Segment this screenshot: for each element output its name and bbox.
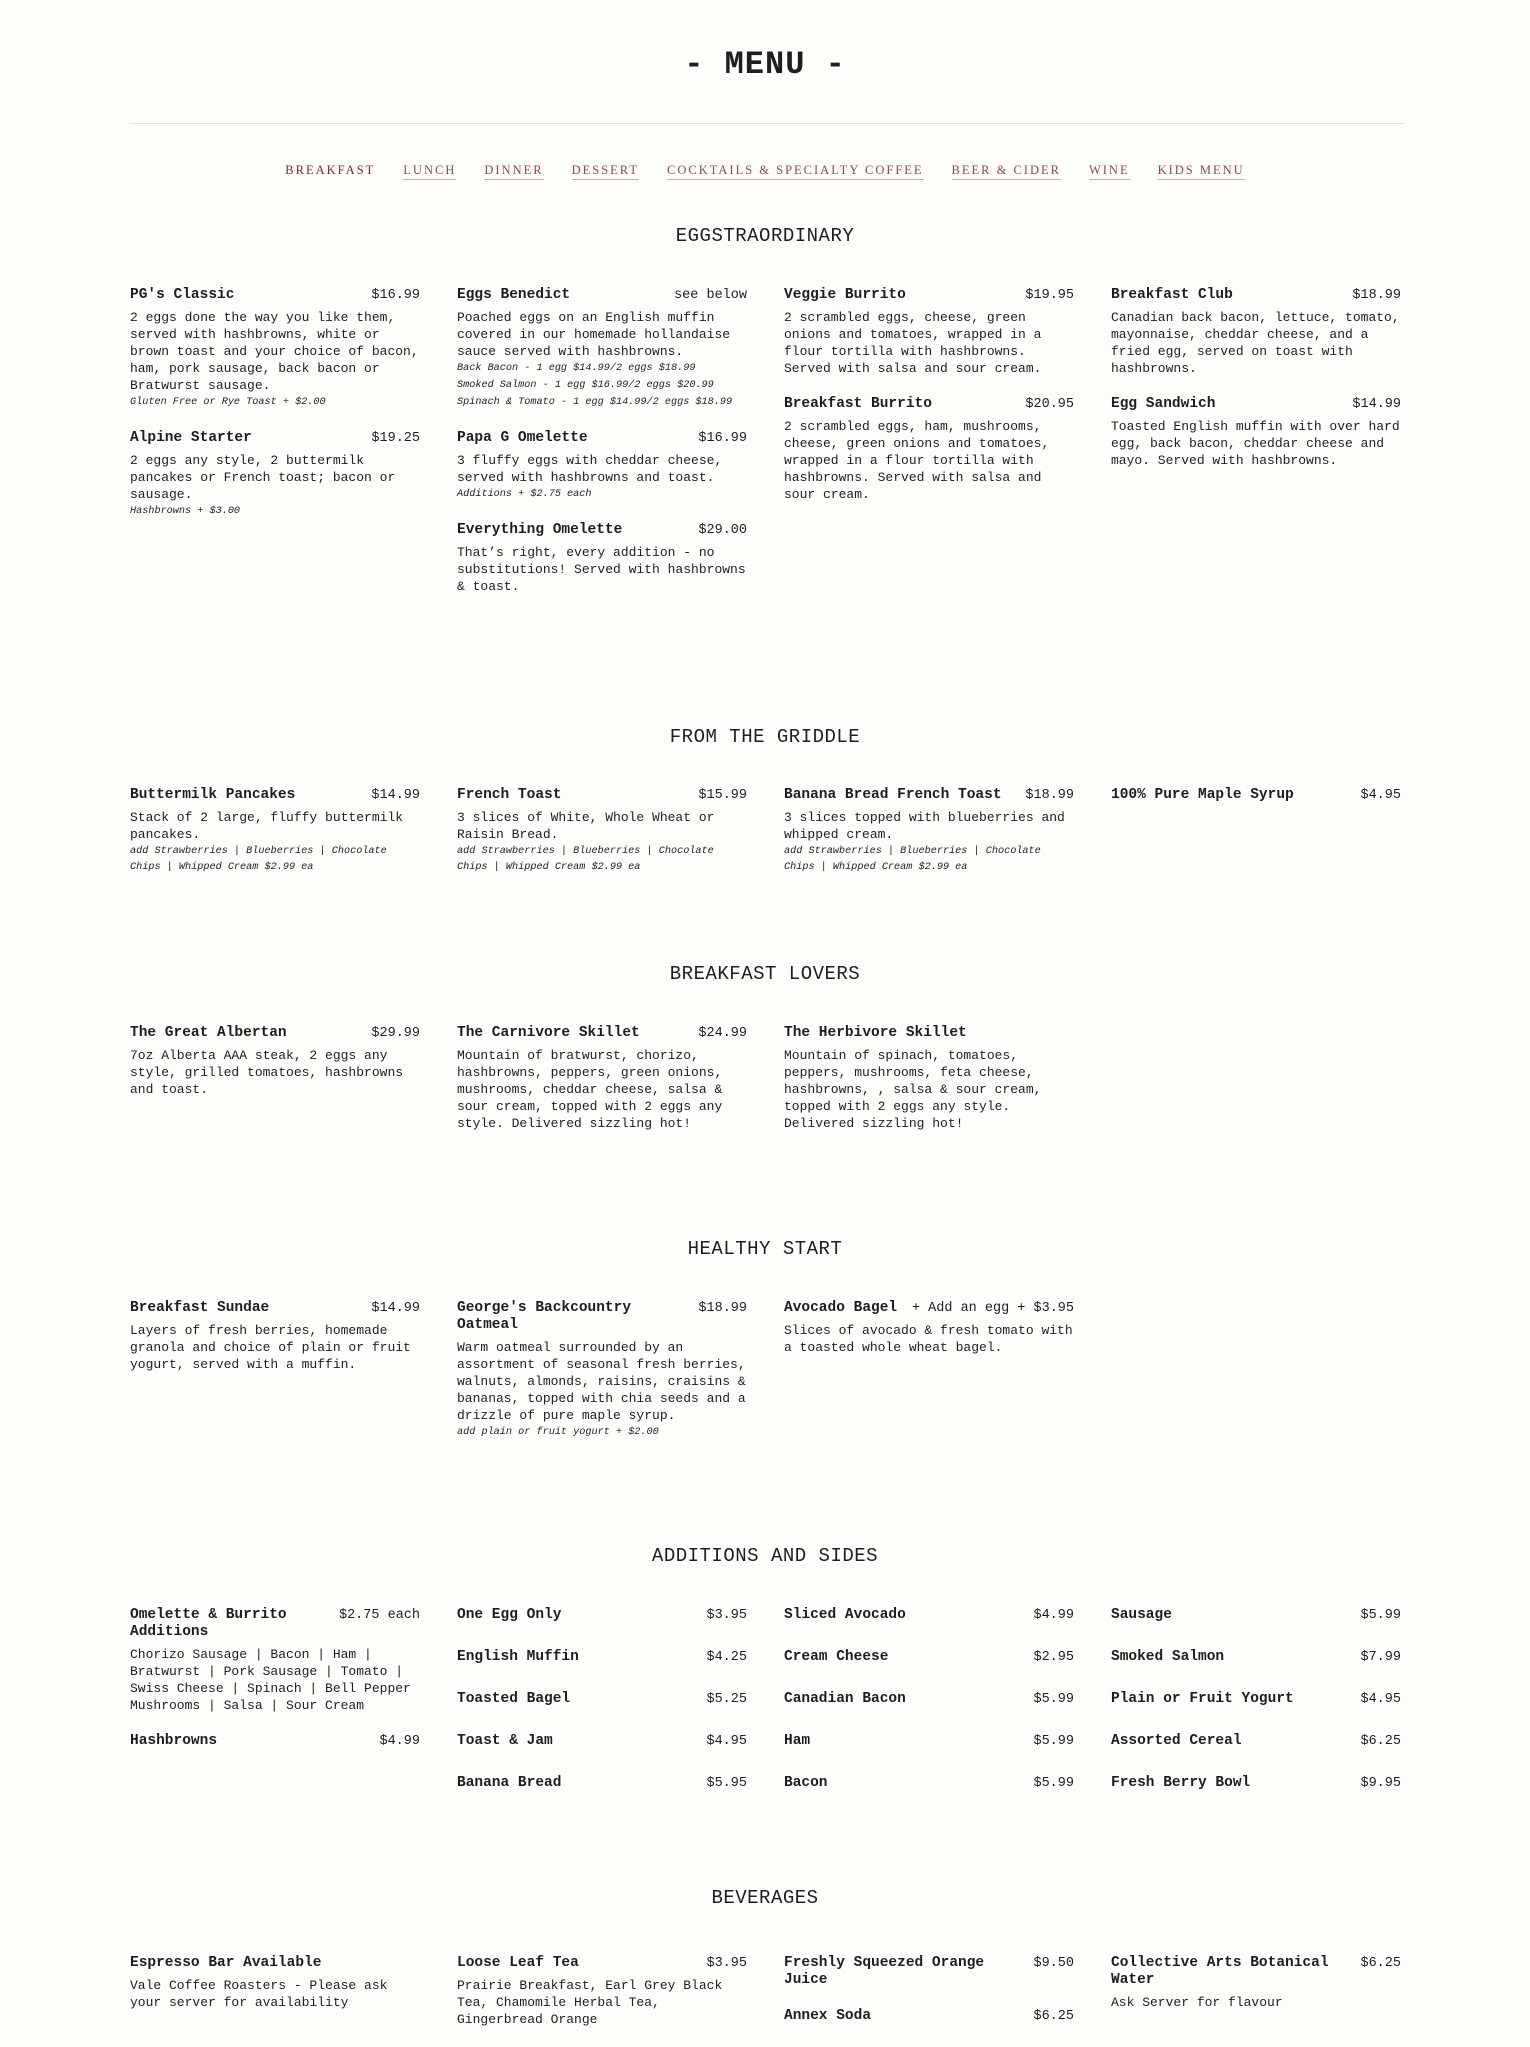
menu-item-price: see below [674,288,747,303]
menu-item [457,1691,747,1708]
menu-item-description: 2 eggs any style, 2 buttermilk pancakes or French toast; bacon or sausage. [130,453,396,502]
menu-item-name: The Herbivore Skillet [784,1025,967,1041]
menu-item-note: add Strawberries | Blueberries | Chocolate Chips | Whipped Cream $2.99 ea [130,846,387,873]
menu-item [457,787,747,876]
menu-item-name: Omelette & Burrito Additions [130,1607,287,1640]
menu-item-price: $2.95 [1033,1650,1074,1665]
menu-item-header [130,430,420,447]
nav-tab-lunch[interactable]: LUNCH [403,163,456,180]
menu-item-name: Hashbrowns [130,1733,218,1749]
section-title-from-the-griddle: FROM THE GRIDDLE [669,726,861,748]
menu-item-header [457,430,747,447]
menu-item-description: Layers of fresh berries, homemade granola and choice of plain or fruit yogurt, served with a muffin. [130,1323,411,1372]
menu-item-header [1111,1649,1401,1666]
menu-item-name: Loose Leaf Tea [457,1955,579,1971]
menu-item-description: 3 slices of White, Whole Wheat or Raisin Bread. [457,810,715,842]
menu-column [784,787,1074,895]
menu-item [130,1025,420,1098]
menu-item-description: 2 scrambled eggs, cheese, green onions and tomatoes, wrapped in a flour tortilla with hashbrowns. Served with salsa and sour cream. [784,310,1042,376]
menu-item-header [784,1025,1074,1042]
menu-item-description: Ask Server for flavour [1111,1995,1283,2010]
menu-column [130,1300,420,1392]
menu-item [130,287,420,411]
menu-item [784,1691,1074,1708]
menu-item-header [130,1733,420,1750]
menu-item-description: Chorizo Sausage | Bacon | Ham | Bratwurst | Pork Sausage | Tomato | Swiss Cheese | Spinach | Bell Pepper Mushrooms | Salsa | Sour Cream [130,1647,411,1713]
menu-item-name: One Egg Only [457,1607,562,1623]
menu-item-description: Mountain of spinach, tomatoes, peppers, mushrooms, feta cheese, hashbrowns, , salsa & sour cream, topped with 2 eggs any style. Delivered sizzling hot! [784,1048,1042,1131]
menu-column [130,787,420,895]
menu-item [784,1607,1074,1624]
menu-item-price: $4.25 [706,1650,747,1665]
menu-item-note: Hashbrowns + $3.00 [130,506,241,517]
menu-item-name: Assorted Cereal [1111,1733,1242,1749]
nav-tab-dinner[interactable]: DINNER [484,163,543,180]
menu-item-description: 3 slices topped with blueberries and whipped cream. [784,810,1065,842]
menu-item [784,1649,1074,1666]
menu-column [784,287,1074,522]
menu-item-description: That’s right, every addition - no substitutions! Served with hashbrowns & toast. [457,545,746,594]
menu-item [784,1025,1074,1132]
menu-item-name: Eggs Benedict [457,287,571,303]
nav-tab-kids-menu[interactable]: KIDS MENU [1158,163,1245,180]
menu-item-name: Banana Bread [457,1775,562,1791]
menu-item-name: English Muffin [457,1649,579,1665]
menu-item [457,522,747,595]
menu-item-price: $6.25 [1360,1956,1401,1971]
menu-item-note: Gluten Free or Rye Toast + $2.00 [130,397,326,408]
menu-item [130,787,420,876]
menu-item-header [457,787,747,804]
menu-item-note: add plain or fruit yogurt + $2.00 [457,1427,659,1438]
menu-item-price: $16.99 [698,431,747,446]
menu-item-price: $5.99 [1360,1608,1401,1623]
menu-item-price: $4.99 [1033,1608,1074,1623]
menu-item-price: $5.99 [1033,1692,1074,1707]
section-title-healthy-start: HEALTHY START [687,1238,843,1260]
menu-item-header [784,1607,1074,1624]
menu-item-header [784,1300,1074,1317]
menu-item-header [784,1775,1074,1792]
menu-column [457,787,747,895]
menu-item-name: Cream Cheese [784,1649,889,1665]
menu-item [130,1300,420,1373]
menu-item-name: Plain or Fruit Yogurt [1111,1691,1294,1707]
menu-item-note: add Strawberries | Blueberries | Chocolate Chips | Whipped Cream $2.99 ea [784,846,1041,873]
menu-column [130,1955,420,2030]
nav-tab-beer-cider[interactable]: BEER & CIDER [952,163,1061,180]
menu-item-price: $3.95 [706,1956,747,1971]
menu-item-header [1111,1607,1401,1624]
menu-item-price: $24.99 [698,1026,747,1041]
section-title-breakfast-lovers: BREAKFAST LOVERS [669,963,861,985]
menu-column [1111,287,1401,488]
menu-item-description: 2 eggs done the way you like them, served with hashbrowns, white or brown toast and your choice of bacon, ham, pork sausage, back bacon or Bratwurst sausage. [130,310,419,393]
nav-tab-breakfast[interactable]: BREAKFAST [285,163,376,177]
menu-item-price: $5.99 [1033,1776,1074,1791]
menu-item-price: $4.95 [706,1734,747,1749]
menu-item-name: Breakfast Club [1111,287,1233,303]
menu-item-description: 7oz Alberta AAA steak, 2 eggs any style, grilled tomatoes, hashbrowns and toast. [130,1048,404,1097]
menu-item-price: $19.95 [1025,288,1074,303]
menu-item-name: Freshly Squeezed Orange Juice [784,1955,985,1988]
menu-item-price: $14.99 [1352,397,1401,412]
menu-item [1111,1775,1401,1792]
menu-item [457,1025,747,1132]
menu-item-name: George's Backcountry Oatmeal [457,1300,632,1333]
menu-item-description: Warm oatmeal surrounded by an assortment of seasonal fresh berries, walnuts, almonds, raisins, craisins & bananas, topped with chia seeds and a drizzle of pure maple syrup. [457,1340,746,1423]
menu-item-description: Canadian back bacon, lettuce, tomato, mayonnaise, cheddar cheese, and a fried egg, served on toast with hashbrowns. [1111,310,1400,376]
menu-item-name: Breakfast Burrito [784,396,932,412]
menu-column [784,1607,1074,1817]
menu-item-header [130,787,420,804]
menu-item-header [1111,1955,1401,1989]
menu-item [784,1775,1074,1792]
menu-item-price: $5.95 [706,1776,747,1791]
menu-item-name: Egg Sandwich [1111,396,1216,412]
menu-item [1111,787,1401,804]
menu-item-header [1111,787,1401,804]
menu-item-name: Annex Soda [784,2008,872,2024]
menu-item-name: Avocado Bagel [784,1300,898,1316]
menu-category-nav [0,163,1530,180]
menu-item-description: Poached eggs on an English muffin covered in our homemade hollandaise sauce served with hashbrowns. [457,310,731,359]
menu-item-price: $5.99 [1033,1734,1074,1749]
menu-item-header [1111,1775,1401,1792]
menu-item [784,287,1074,377]
menu-item [457,430,747,503]
menu-item-header [1111,287,1401,304]
menu-column [130,1607,420,1769]
menu-item-note: Additions + $2.75 each [457,489,592,500]
menu-item-name: Breakfast Sundae [130,1300,270,1316]
menu-item-header [784,1649,1074,1666]
menu-item-description: 2 scrambled eggs, ham, mushrooms, cheese, green onions and tomatoes, wrapped in a flour tortilla with hashbrowns. Served with salsa and sour cream. [784,419,1050,502]
menu-item-header [784,2008,1074,2025]
menu-item [130,1607,420,1714]
menu-item-name: Sausage [1111,1607,1172,1623]
menu-item-header [1111,1691,1401,1708]
menu-item-header [784,787,1074,804]
menu-item [457,1955,747,2028]
menu-column [457,287,747,614]
menu-item-name: Collective Arts Botanical Water [1111,1955,1329,1988]
header-divider [130,123,1404,124]
menu-item-price: $6.25 [1360,1734,1401,1749]
menu-item-price: $29.00 [698,523,747,538]
menu-item-price: $18.99 [1352,288,1401,303]
menu-item-name: Toasted Bagel [457,1691,571,1707]
menu-item [130,430,420,520]
menu-item [457,1649,747,1666]
menu-column [1111,1607,1401,1817]
menu-item [1111,1607,1401,1624]
menu-item-price: $18.99 [698,1301,747,1316]
menu-item-name: Veggie Burrito [784,287,906,303]
menu-item-name: The Great Albertan [130,1025,287,1041]
menu-item-name: Buttermilk Pancakes [130,787,296,803]
menu-item-note: Spinach & Tomato - 1 egg $14.99/2 eggs $18.99 [457,397,733,408]
menu-item-header [1111,1733,1401,1750]
menu-column [784,1955,1074,2044]
menu-item-name: Sliced Avocado [784,1607,906,1623]
menu-item-name: French Toast [457,787,562,803]
menu-item-price: $18.99 [1025,788,1074,803]
menu-item-price: $4.95 [1360,1692,1401,1707]
menu-item-name: Ham [784,1733,811,1749]
menu-item [784,787,1074,876]
menu-item-price: $16.99 [371,288,420,303]
menu-item-price: $9.50 [1033,1956,1074,1971]
menu-item-header [784,287,1074,304]
menu-item-name: The Carnivore Skillet [457,1025,640,1041]
menu-item-header [784,1733,1074,1750]
menu-column [784,1300,1074,1375]
menu-item-price: $19.25 [371,431,420,446]
menu-item-description: Mountain of bratwurst, chorizo, hashbrowns, peppers, green onions, mushrooms, cheddar cheese, salsa & sour cream, topped with 2 eggs any style. Delivered sizzling hot! [457,1048,723,1131]
menu-item [457,1300,747,1441]
menu-item-name: Banana Bread French Toast [784,787,1002,803]
menu-item-header [457,522,747,539]
section-title-additions-and-sides: ADDITIONS AND SIDES [651,1545,879,1567]
nav-tab-cocktails-specialty-coffee[interactable]: COCKTAILS & SPECIALTY COFFEE [667,163,924,180]
menu-item-price: $14.99 [371,1301,420,1316]
menu-item-price: $6.25 [1033,2009,1074,2024]
page-title: - MENU - [684,46,846,83]
menu-item-header [457,1955,747,1972]
menu-item-name: Papa G Omelette [457,430,588,446]
menu-item-header [784,396,1074,413]
menu-item [1111,287,1401,377]
menu-item-description: Stack of 2 large, fluffy buttermilk pancakes. [130,810,404,842]
menu-item-header [130,287,420,304]
menu-item-header [130,1607,420,1641]
menu-item-name: Everything Omelette [457,522,623,538]
menu-item-header [457,1607,747,1624]
nav-tab-wine[interactable]: WINE [1089,163,1130,180]
menu-item-description: Vale Coffee Roasters - Please ask your server for availability [130,1978,388,2010]
menu-item-price: $14.99 [371,788,420,803]
menu-item [130,1955,420,2011]
menu-item-description: Toasted English muffin with over hard egg, back bacon, cheddar cheese and mayo. Served with hashbrowns. [1111,419,1400,468]
menu-item-price: + Add an egg + $3.95 [911,1301,1074,1316]
menu-item-header [1111,396,1401,413]
menu-item [130,1733,420,1750]
menu-item-name: Fresh Berry Bowl [1111,1775,1251,1791]
menu-item-price: $15.99 [698,788,747,803]
menu-column [457,1607,747,1817]
menu-item-name: 100% Pure Maple Syrup [1111,787,1294,803]
menu-item-note: Smoked Salmon - 1 egg $16.99/2 eggs $20.99 [457,380,714,391]
menu-item-header [457,287,747,304]
menu-item [457,287,747,411]
menu-item-name: Bacon [784,1775,828,1791]
menu-item-description: 3 fluffy eggs with cheddar cheese, served with hashbrowns and toast. [457,453,723,485]
section-title-beverages: BEVERAGES [711,1887,819,1909]
menu-item-header [457,1733,747,1750]
menu-item-price: $2.75 each [338,1608,420,1623]
menu-item [457,1733,747,1750]
menu-item-header [457,1025,747,1042]
menu-item-price: $7.99 [1360,1650,1401,1665]
menu-item-header [784,1955,1074,1989]
menu-item-note: Back Bacon - 1 egg $14.99/2 eggs $18.99 [457,363,696,374]
menu-item [784,1955,1074,1989]
menu-column [130,1025,420,1117]
menu-item-header [784,1691,1074,1708]
menu-item-header [130,1300,420,1317]
menu-column [457,1025,747,1151]
menu-item-name: Toast & Jam [457,1733,553,1749]
menu-item [1111,1733,1401,1750]
menu-item-name: Alpine Starter [130,430,252,446]
menu-item [784,396,1074,503]
menu-item-price: $4.95 [1360,788,1401,803]
menu-item-name: Smoked Salmon [1111,1649,1225,1665]
menu-item-description: Slices of avocado & fresh tomato with a toasted whole wheat bagel. [784,1323,1073,1355]
menu-item [1111,1649,1401,1666]
menu-item [1111,1955,1401,2011]
menu-item-note: add Strawberries | Blueberries | Chocolate Chips | Whipped Cream $2.99 ea [457,846,714,873]
menu-item [457,1775,747,1792]
menu-item-price: $20.95 [1025,397,1074,412]
menu-item [784,1300,1074,1356]
menu-item-header [130,1955,420,1972]
menu-column [784,1025,1074,1151]
menu-column [1111,1955,1401,2030]
menu-item-description: Prairie Breakfast, Earl Grey Black Tea, Chamomile Herbal Tea, Gingerbread Orange [457,1978,723,2027]
nav-tab-dessert[interactable]: DESSERT [572,163,639,180]
menu-item [1111,1691,1401,1708]
menu-item-header [130,1025,420,1042]
menu-column [457,1955,747,2047]
menu-column [457,1300,747,1460]
menu-column [130,287,420,539]
menu-item [784,2008,1074,2025]
menu-item-header [457,1775,747,1792]
menu-item-price: $4.99 [379,1734,420,1749]
menu-item [457,1607,747,1624]
section-title-eggstraordinary: EGGSTRAORDINARY [675,225,855,247]
menu-item [784,1733,1074,1750]
menu-item-price: $29.99 [371,1026,420,1041]
menu-item-price: $3.95 [706,1608,747,1623]
menu-item-price: $5.25 [706,1692,747,1707]
menu-item-header [457,1649,747,1666]
menu-item-name: Espresso Bar Available [130,1955,322,1971]
menu-item-header [457,1691,747,1708]
menu-item-name: PG's Classic [130,287,235,303]
menu-item [1111,396,1401,469]
menu-item-header [457,1300,747,1334]
menu-item-price: $9.95 [1360,1776,1401,1791]
menu-item-name: Canadian Bacon [784,1691,906,1707]
menu-column [1111,787,1401,823]
